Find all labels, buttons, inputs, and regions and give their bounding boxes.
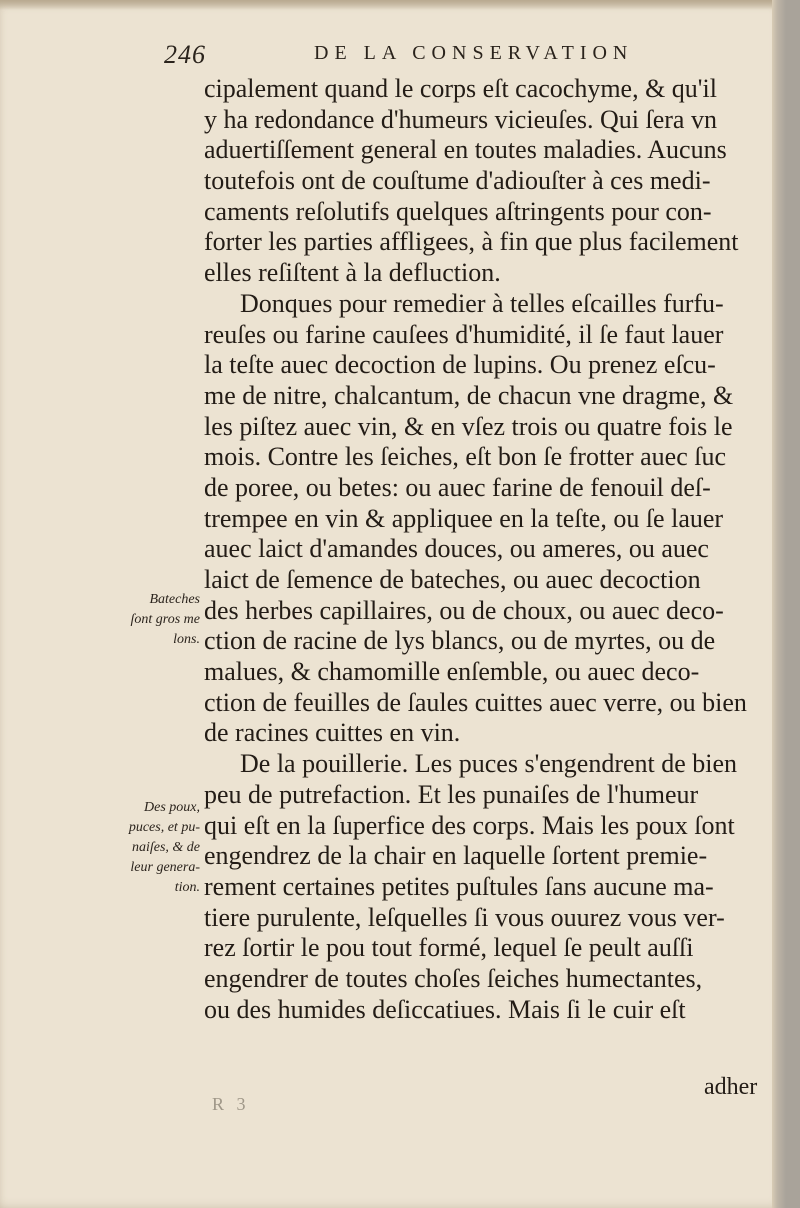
- text-line: reuſes ou farine cauſees d'humidité, il ſe faut lauer: [204, 319, 724, 349]
- text-line: y ha redondance d'humeurs vicieuſes. Qui ſera vn: [204, 104, 717, 134]
- text-line: mois. Contre les ſeiches, eſt bon ſe frotter auec ſuc: [204, 442, 726, 472]
- text-line: ou des humides deſiccatiues. Mais ſi le cuir eſt: [204, 994, 686, 1024]
- text-line: de poree, ou betes: ou auec farine de fenouil deſ-: [204, 472, 711, 502]
- margin-note-line: tion.: [174, 880, 200, 895]
- margin-note-line: Des poux,: [144, 800, 200, 815]
- running-head: DE LA CONSERVATION: [314, 42, 634, 64]
- text-line: malues, & chamomille enſemble, ou auec deco-: [204, 657, 700, 687]
- text-line: de racines cuittes en vin.: [204, 718, 461, 748]
- text-line: toutefois ont de couſtume d'adiouſter à ces medi-: [204, 166, 711, 196]
- text-line: engendrez de la chair en laquelle ſortent premie-: [204, 841, 708, 871]
- text-line: les piſtez auec vin, & en vſez trois ou quatre fois le: [204, 411, 733, 441]
- text-line: Donques pour remedier à telles eſcailles furfu-: [240, 288, 724, 318]
- text-line: ction de racine de lys blancs, ou de myrtes, ou de: [204, 626, 716, 656]
- text-line: laict de ſemence de bateches, ou auec decoction: [204, 565, 701, 594]
- text-line: aduertiſſement general en toutes maladies. Aucuns: [204, 135, 727, 165]
- text-line: engendrer de toutes choſes ſeiches humectantes,: [204, 963, 703, 993]
- text-line: trempee en vin & appliquee en la teſte, ou ſe lauer: [204, 503, 724, 533]
- margin-note-line: puces, et pu-: [128, 820, 200, 835]
- text-line: forter les parties affligees, à fin que plus facilement: [204, 227, 739, 257]
- margin-note-poux: [98, 798, 200, 898]
- page-edge: [772, 0, 786, 1208]
- text-line: caments reſolutifs quelques aſtringents pour con-: [204, 196, 712, 226]
- page-number: 246: [164, 40, 206, 69]
- text-line: elles reſiſtent à la defluction.: [204, 258, 501, 288]
- text-line: rement certaines petites puſtules ſans aucune ma-: [204, 871, 714, 901]
- text-line: me de nitre, chalcantum, de chacun vne dragme, &: [204, 380, 734, 410]
- text-line: De la pouillerie. Les puces s'engendrent de bien: [240, 749, 738, 779]
- margin-note-line: Bateches: [149, 592, 200, 607]
- text-line: qui eſt en la ſuperfice des corps. Mais les poux ſont: [204, 810, 735, 840]
- text-line: rez ſortir le pou tout formé, lequel ſe peult auſſi: [204, 933, 694, 963]
- text-line: ction de feuilles de ſaules cuittes auec verre, ou bien: [204, 687, 747, 717]
- text-line: tiere purulente, leſquelles ſi vous ouurez vous ver-: [204, 902, 725, 932]
- text-line: cipalement quand le corps eſt cacochyme, & qu'il: [204, 74, 717, 103]
- margin-note-line: naiſes, & de: [131, 840, 200, 855]
- margin-note-line: ſont gros me: [130, 612, 200, 627]
- text-line: peu de putrefaction. Et les punaiſes de l'humeur: [204, 779, 699, 809]
- catchword: adher: [704, 1074, 758, 1100]
- text-line: des herbes capillaires, ou de choux, ou auec deco-: [204, 595, 724, 625]
- text-line: la teſte auec decoction de lupins. Ou prenez eſcu-: [204, 350, 716, 380]
- margin-note-line: lons.: [173, 632, 200, 647]
- body-text: [204, 74, 764, 1025]
- margin-note-line: leur genera-: [130, 860, 200, 875]
- page-top-stain: [0, 0, 786, 10]
- margin-note-bateches: [98, 590, 200, 650]
- page-header: [164, 40, 724, 74]
- text-line: auec laict d'amandes douces, ou ameres, ou auec: [204, 534, 709, 564]
- signature-mark: R 3: [212, 1094, 250, 1114]
